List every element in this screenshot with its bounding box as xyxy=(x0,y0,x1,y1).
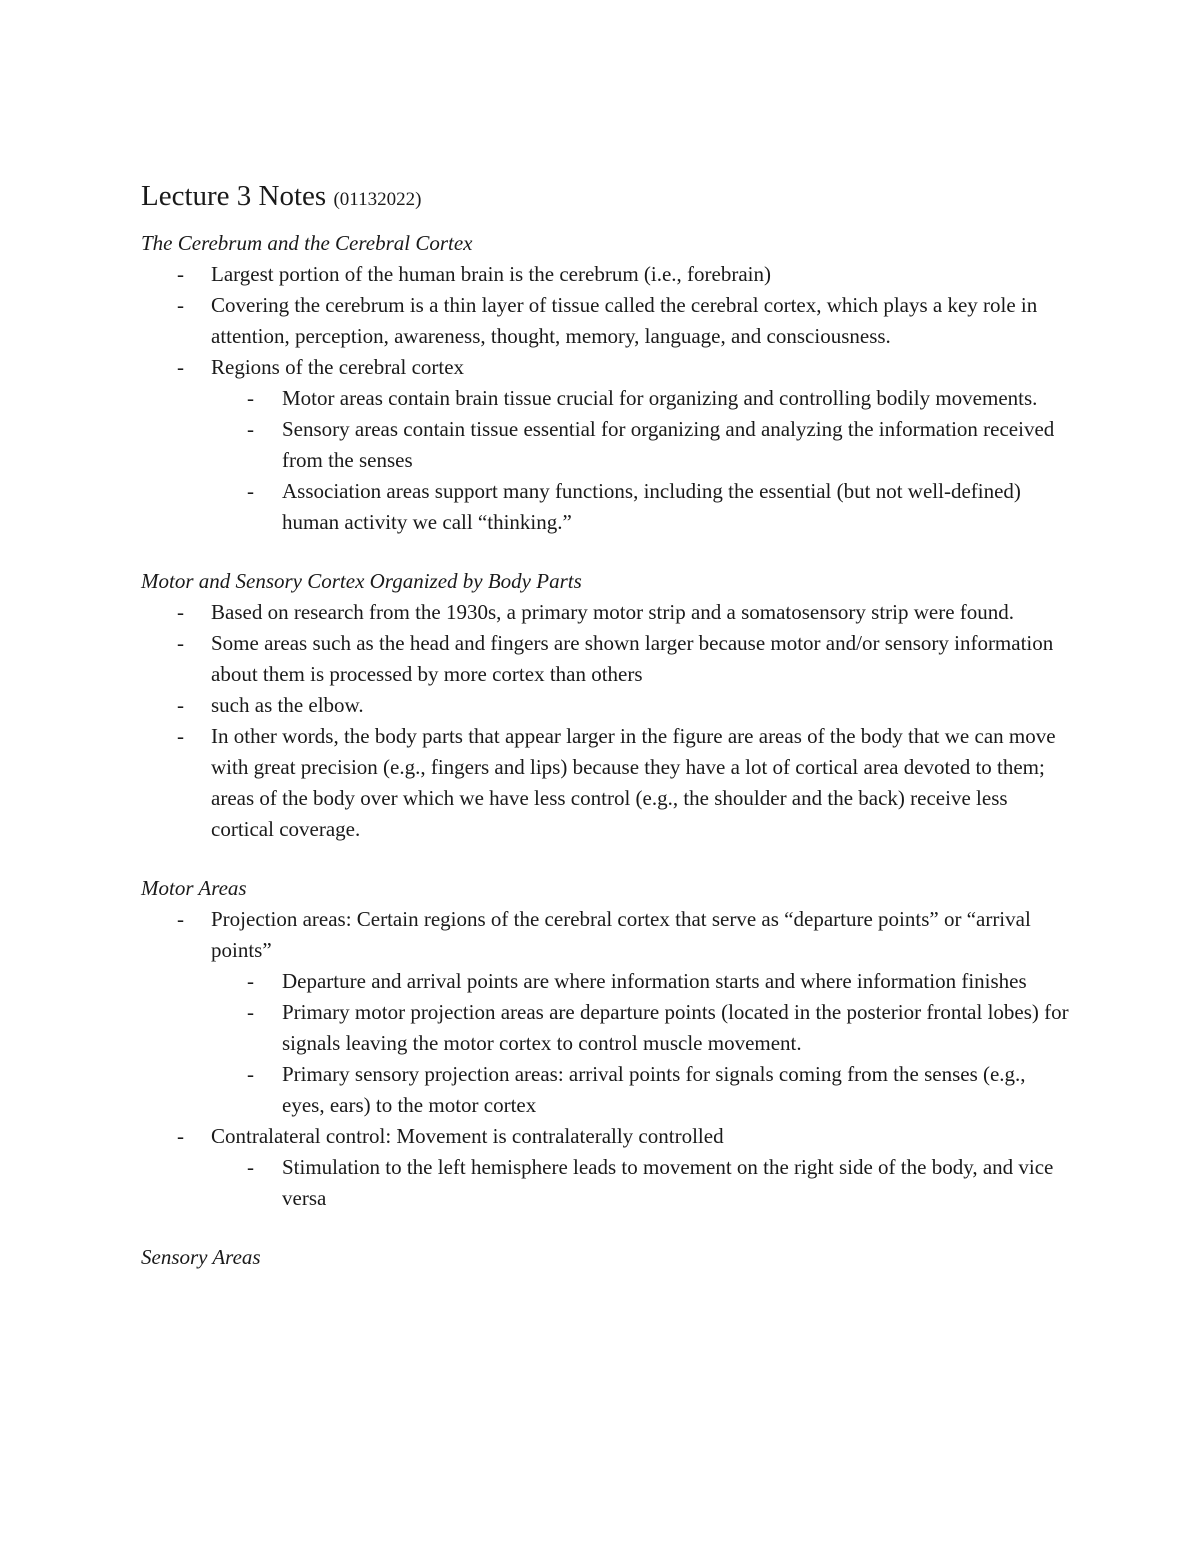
title-date: (01132022) xyxy=(333,189,422,210)
sub-list-item xyxy=(211,1152,1071,1214)
sub-list-item-text: Departure and arrival points are where information starts and where information finishes xyxy=(282,969,1027,993)
sub-bullet-list xyxy=(211,1152,1071,1214)
bullet-list xyxy=(141,597,1071,845)
list-item-text: Based on research from the 1930s, a primary motor strip and a somatosensory strip were found. xyxy=(211,600,1015,624)
sub-list-item xyxy=(211,997,1071,1059)
list-item-text: Projection areas: Certain regions of the cerebral cortex that serve as “departure points” or “arrival points” xyxy=(211,907,1031,962)
dash-bullet: - xyxy=(177,693,184,717)
sub-list-item xyxy=(211,414,1071,476)
list-item xyxy=(141,690,1071,721)
section-heading: Sensory Areas xyxy=(141,1245,261,1269)
dash-bullet: - xyxy=(177,600,184,624)
title-text: Lecture 3 Notes xyxy=(141,180,327,212)
dash-bullet: - xyxy=(177,1124,184,1148)
dash-bullet: - xyxy=(247,1000,254,1024)
dash-bullet: - xyxy=(177,293,184,317)
sub-list-item xyxy=(211,476,1071,538)
sub-list-item-text: Primary sensory projection areas: arrival points for signals coming from the senses (e.g., eyes, ears) to the motor cortex xyxy=(282,1062,1026,1117)
section-heading: Motor Areas xyxy=(141,876,247,900)
list-item-text: Largest portion of the human brain is the cerebrum (i.e., forebrain) xyxy=(211,262,771,286)
bullet-list xyxy=(141,259,1071,538)
dash-bullet: - xyxy=(177,262,184,286)
dash-bullet: - xyxy=(177,355,184,379)
section-cerebrum xyxy=(141,228,1071,538)
list-item xyxy=(141,259,1071,290)
list-item-text: Contralateral control: Movement is contralaterally controlled xyxy=(211,1124,724,1148)
sub-list-item xyxy=(211,966,1071,997)
list-item xyxy=(141,597,1071,628)
list-item-text: In other words, the body parts that appear larger in the figure are areas of the body that we can move with great precision (e.g., fingers and lips) because they have a lot of cortical area devoted to them; areas of the body over which we have less control (e.g., the shoulder and the back) receive less cortical coverage. xyxy=(211,724,1056,841)
list-item xyxy=(141,721,1071,845)
list-item-text: Regions of the cerebral cortex xyxy=(211,355,465,379)
list-item-text: such as the elbow. xyxy=(211,693,364,717)
sub-list-item-text: Stimulation to the left hemisphere leads to movement on the right side of the body, and vice versa xyxy=(282,1155,1054,1210)
dash-bullet: - xyxy=(177,907,184,931)
sub-list-item xyxy=(211,383,1071,414)
dash-bullet: - xyxy=(247,1062,254,1086)
list-item xyxy=(141,904,1071,1121)
sub-list-item-text: Association areas support many functions, including the essential (but not well-defined) human activity we call “thinking.” xyxy=(282,479,1021,534)
section-sensory-areas xyxy=(141,1242,1071,1273)
list-item xyxy=(141,628,1071,690)
section-heading: Motor and Sensory Cortex Organized by Body Parts xyxy=(141,569,582,593)
dash-bullet: - xyxy=(177,631,184,655)
section-motor-areas xyxy=(141,873,1071,1214)
document-page xyxy=(141,176,1071,1301)
section-heading: The Cerebrum and the Cerebral Cortex xyxy=(141,231,473,255)
sub-bullet-list xyxy=(211,383,1071,538)
sub-list-item-text: Motor areas contain brain tissue crucial for organizing and controlling bodily movements. xyxy=(282,386,1038,410)
sub-list-item-text: Sensory areas contain tissue essential for organizing and analyzing the information received from the senses xyxy=(282,417,1055,472)
dash-bullet: - xyxy=(247,386,254,410)
sub-list-item xyxy=(211,1059,1071,1121)
document-title xyxy=(141,176,1071,220)
sub-list-item-text: Primary motor projection areas are departure points (located in the posterior frontal lobes) for signals leaving the motor cortex to control muscle movement. xyxy=(282,1000,1069,1055)
section-motor-sensory-cortex xyxy=(141,566,1071,845)
list-item xyxy=(141,1121,1071,1214)
dash-bullet: - xyxy=(247,969,254,993)
list-item-text: Some areas such as the head and fingers are shown larger because motor and/or sensory information about them is processed by more cortex than others xyxy=(211,631,1054,686)
list-item xyxy=(141,290,1071,352)
dash-bullet: - xyxy=(247,479,254,503)
dash-bullet: - xyxy=(247,1155,254,1179)
list-item xyxy=(141,352,1071,538)
bullet-list xyxy=(141,904,1071,1214)
sub-bullet-list xyxy=(211,966,1071,1121)
dash-bullet: - xyxy=(177,724,184,748)
list-item-text: Covering the cerebrum is a thin layer of tissue called the cerebral cortex, which plays a key role in attention, perception, awareness, thought, memory, language, and consciousness. xyxy=(211,293,1038,348)
dash-bullet: - xyxy=(247,417,254,441)
